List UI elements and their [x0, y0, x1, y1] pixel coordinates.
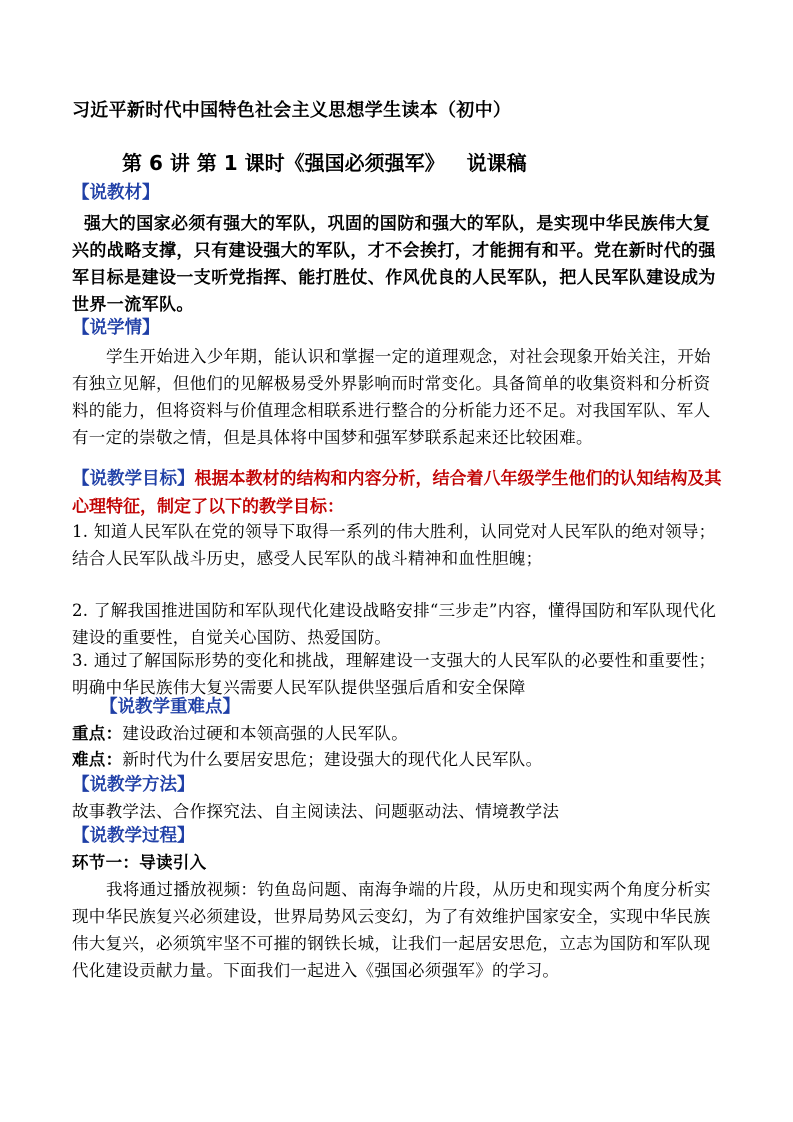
section-heading-methods: 【说教学方法】: [72, 775, 195, 795]
key-point-label: 重点：: [72, 724, 123, 743]
methods-text: 故事教学法、合作探究法、自主阅读法、问题驱动法、情境教学法: [72, 802, 560, 821]
objective-item: 2. 了解我国推进国防和军队现代化建设战略安排“三步走”内容，懂得国防和军队现代化建设的重要性，自觉关心国防、热爱国防。: [72, 601, 717, 647]
lecture-title: 第 6 讲 第 1 课时《强国必须强军》: [122, 151, 445, 175]
difficult-point-text: 新时代为什么要居安思危；建设强大的现代化人民军队。: [122, 750, 543, 769]
students-paragraph: 学生开始进入少年期，能认识和掌握一定的道理观念，对社会现象开始关注，开始有独立见解，但他们的见解极易受外界影响而时常变化。具备简单的收集资料和分析资料的能力，但将资料与价值理念相联系进行整合的分析能力还不足。对我国军队、军人有一定的崇敬之情，但是具体将中国梦和强军梦联系起来还比较困难。: [72, 347, 711, 447]
doc-type: 说课稿: [466, 151, 527, 175]
difficult-point-label: 难点：: [72, 750, 123, 769]
objective-item: 3. 通过了解国际形势的变化和挑战，理解建设一支强大的人民军队的必要性和重要性；明确中华民族伟大复兴需要人民军队提供坚强后盾和安全保障: [72, 651, 716, 697]
key-point-line: [72, 720, 724, 747]
section-heading-process: 【说教学过程】: [72, 826, 195, 846]
section-heading-objectives: 【说教学目标】: [72, 469, 195, 489]
objectives-intro-line: [72, 465, 724, 521]
objective-item: 1. 知道人民军队在党的领导下取得一系列的伟大胜利，认同党对人民军队的绝对领导；结合人民军队战斗历史，感受人民军队的战斗精神和血性胆魄；: [72, 522, 716, 568]
key-point-text: 建设政治过硬和本领高强的人民军队。: [122, 724, 409, 743]
objectives-intro: 根据本教材的结构和内容分析，结合着八年级学生他们的认知结构及其心理特征，制定了以下的教学目标：: [72, 469, 722, 517]
difficult-point-line: [72, 746, 724, 773]
series-title: 习近平新时代中国特色社会主义思想学生读本（初中）: [72, 100, 512, 121]
lecture-title-line: [122, 147, 722, 176]
section-heading-students: 【说学情】: [72, 318, 160, 338]
process-step-paragraph: 我将通过播放视频：钓鱼岛问题、南海争端的片段，从历史和现实两个角度分析实现中华民族复兴必须建设，世界局势风云变幻，为了有效维护国家安全，实现中华民族伟大复兴，必须筑牢坚不可摧的钢铁长城，让我们一起居安思危，立志为国防和军队现代化建设贡献力量。下面我们一起进入《强国必须强军》的学习。: [72, 880, 711, 980]
section-heading-textbook: 【说教材】: [72, 183, 160, 203]
section-heading-key-points: 【说教学重难点】: [100, 697, 240, 717]
textbook-paragraph: 强大的国家必须有强大的军队，巩固的国防和强大的军队，是实现中华民族伟大复兴的战略支撑，只有建设强大的军队，才不会挨打，才能拥有和平。党在新时代的强军目标是建设一支听党指挥、能打胜仗、作风优良的人民军队，把人民军队建设成为世界一流军队。: [72, 214, 716, 315]
process-step-title: 环节一：导读引入: [72, 853, 207, 872]
